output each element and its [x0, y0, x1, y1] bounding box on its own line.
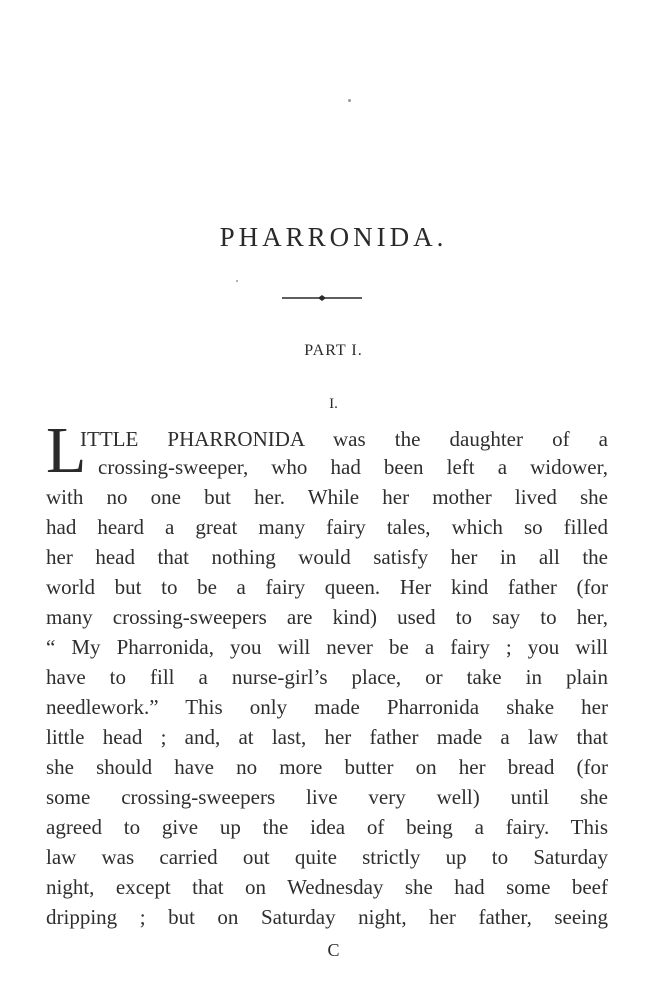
text-line: some crossing-sweepers live very well) until she: [46, 785, 608, 809]
paper-speck: [348, 99, 351, 102]
text-line: world but to be a fairy queen. Her kind father (for: [46, 575, 608, 599]
text-line: have to fill a nurse-girl’s place, or take in plain: [46, 665, 608, 689]
signature-mark: C: [327, 940, 340, 960]
drop-cap: L: [46, 414, 87, 487]
text-line: ITTLE PHARRONIDA was the daughter of a: [80, 427, 608, 451]
text-line: she should have no more butter on her bread (for: [46, 755, 608, 779]
paper-speck: [236, 280, 238, 282]
text-line: law was carried out quite strictly up to Saturday: [46, 845, 608, 869]
text-line: dripping ; but on Saturday night, her father, seeing: [46, 905, 608, 929]
text-line: had heard a great many fairy tales, which so filled: [46, 515, 608, 539]
text-line: “ My Pharronida, you will never be a fairy ; you will: [46, 635, 608, 659]
part-heading: PART I.: [304, 342, 363, 359]
chapter-title: PHARRONIDA.: [219, 222, 448, 252]
text-line: night, except that on Wednesday she had some beef: [46, 875, 608, 899]
text-line: needlework.” This only made Pharronida shake her: [46, 695, 608, 719]
text-line: her head that nothing would satisfy her in all the: [46, 545, 608, 569]
section-number: I.: [329, 396, 338, 412]
text-line: little head ; and, at last, her father made a law that: [46, 725, 608, 749]
text-line: agreed to give up the idea of being a fairy. This: [46, 815, 608, 839]
text-line: many crossing-sweepers are kind) used to say to her,: [46, 605, 608, 629]
text-line: with no one but her. While her mother lived she: [46, 485, 608, 509]
ornament-rule: [282, 290, 362, 306]
text-line: crossing-sweeper, who had been left a widower,: [98, 455, 608, 479]
